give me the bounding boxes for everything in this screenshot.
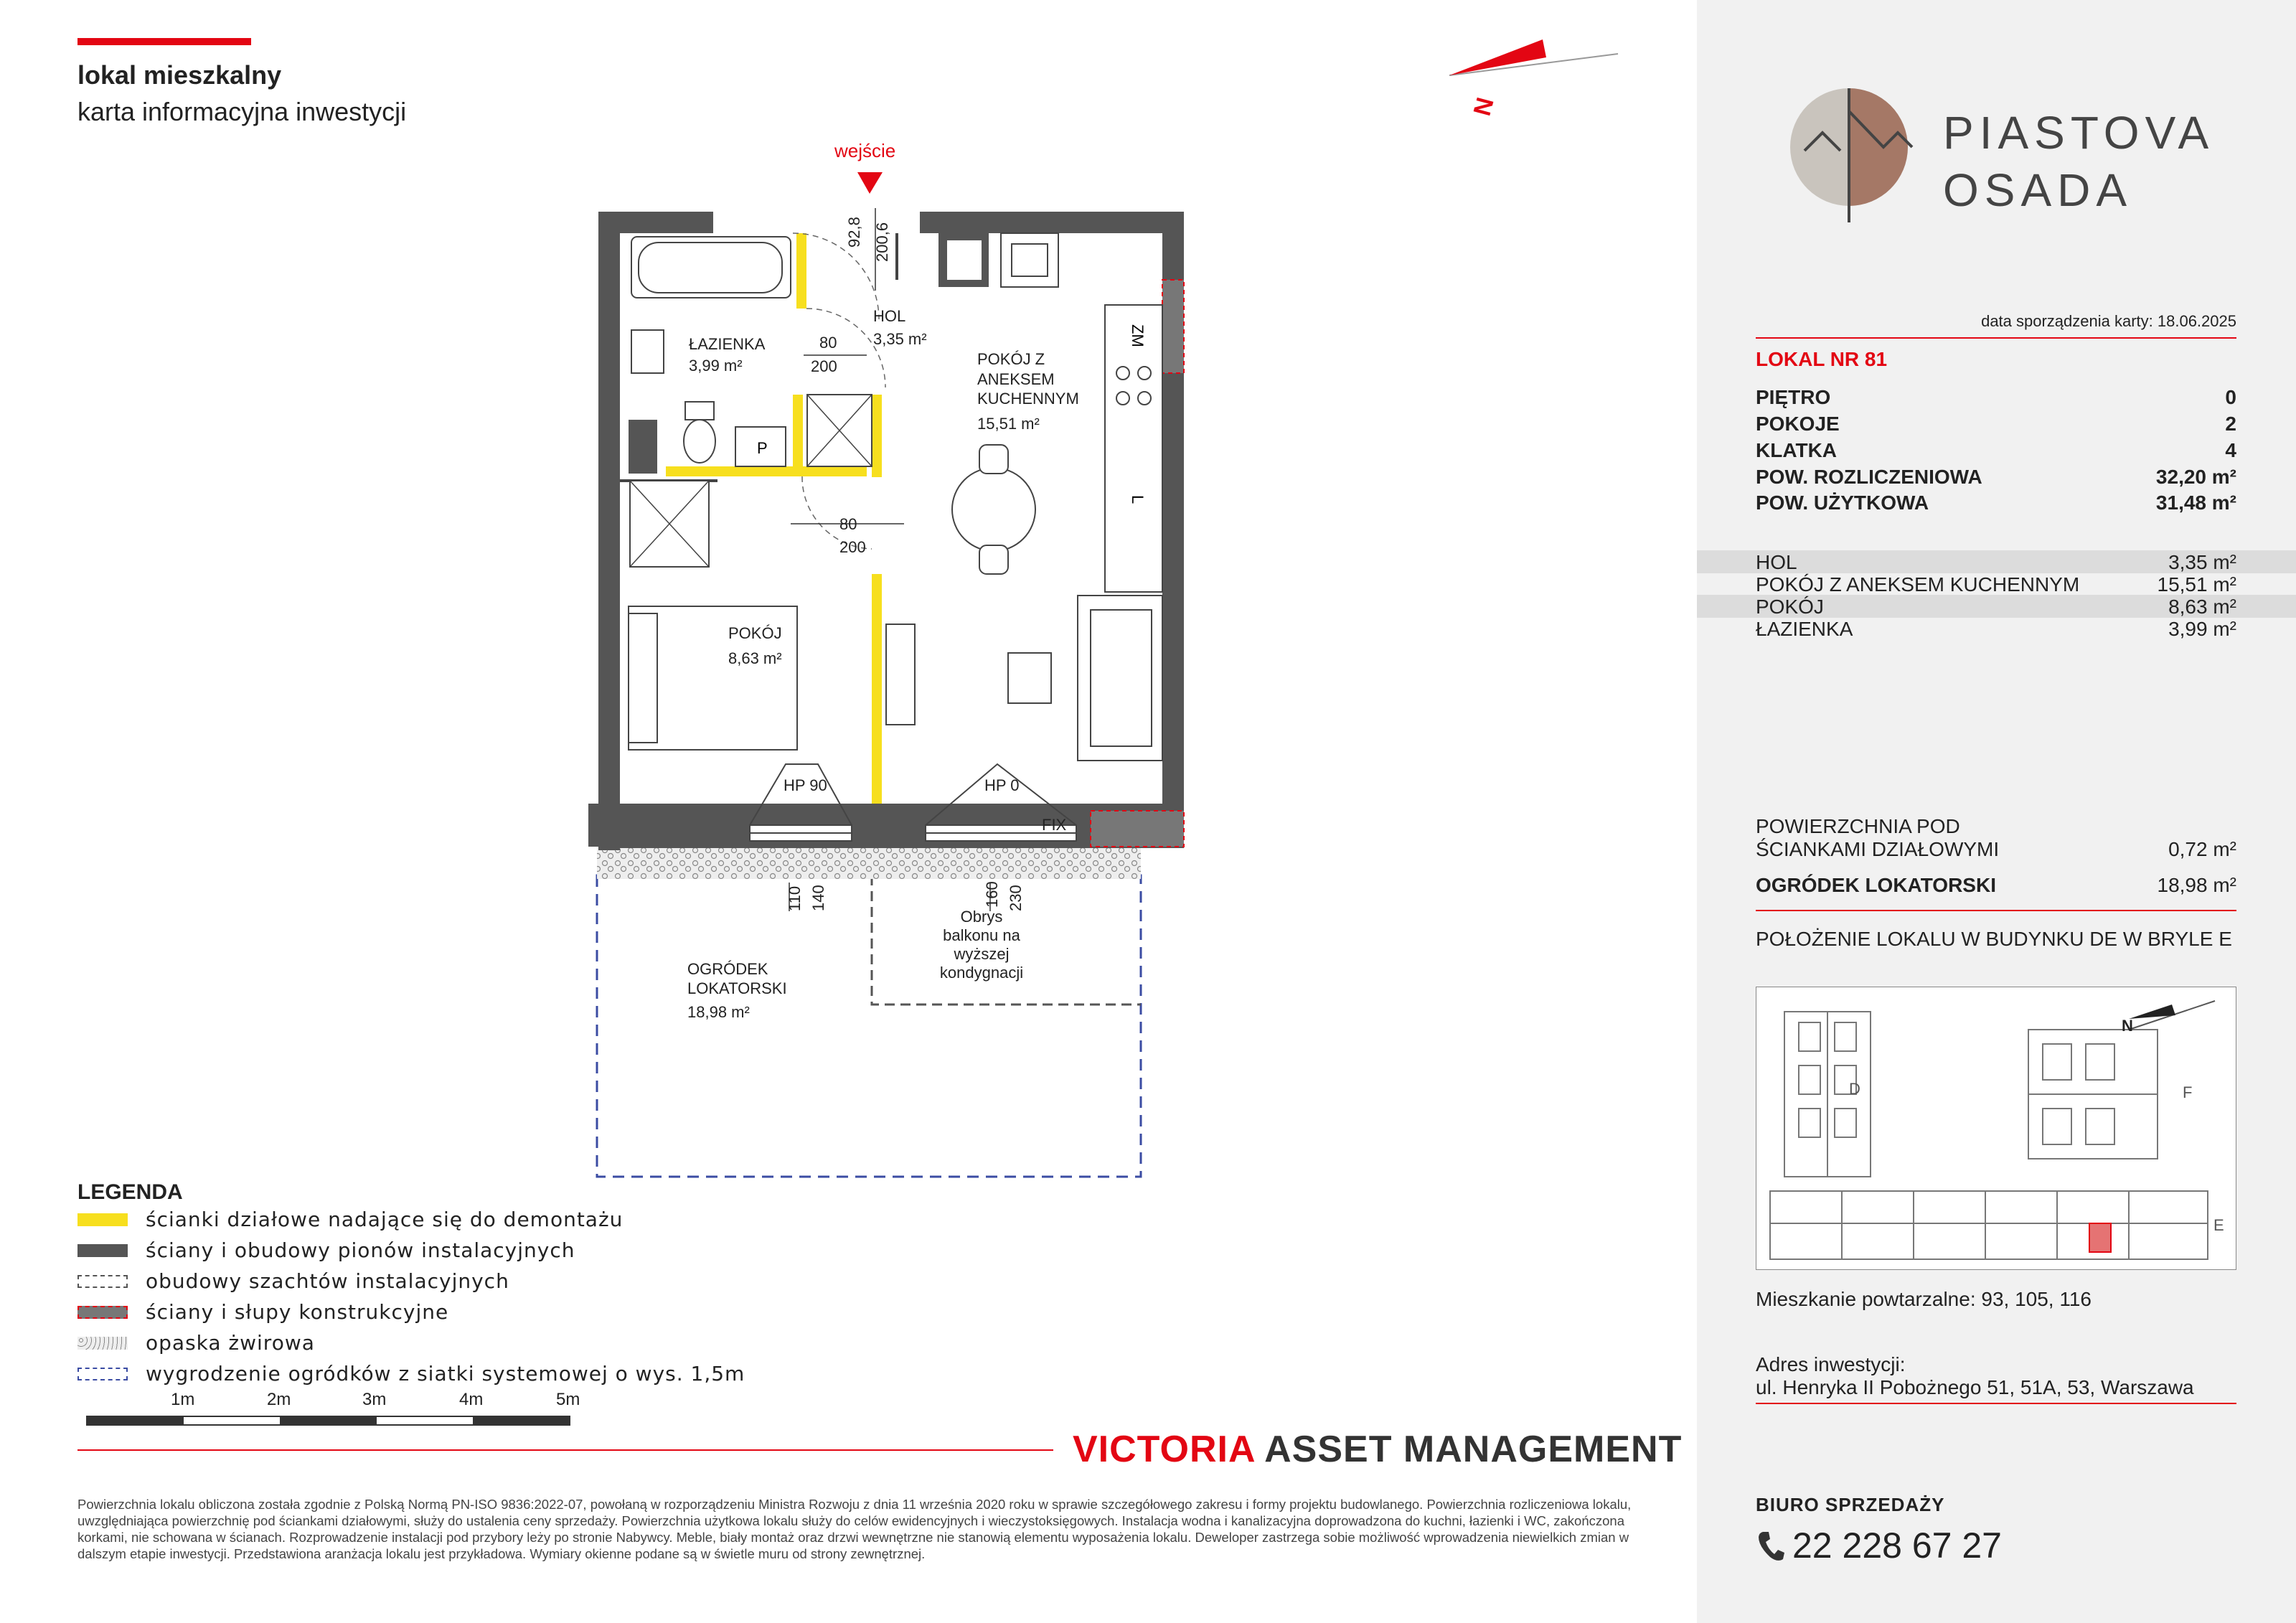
- partition-wall: [796, 233, 806, 309]
- scale-label: 1m: [171, 1390, 195, 1409]
- header-accent-bar: [77, 38, 251, 45]
- p-label: P: [757, 439, 768, 457]
- room-area-lazienka: 3,99 m²: [689, 357, 743, 375]
- room-area-aneks: 15,51 m²: [977, 415, 1040, 433]
- scale-bar: [86, 1416, 570, 1426]
- scale-label: 2m: [267, 1390, 291, 1409]
- gravel-strip: [597, 847, 1141, 879]
- compass-label: N: [1468, 94, 1500, 118]
- room-area-hol: 3,35 m²: [873, 330, 927, 348]
- garden-label: OGRÓDEK LOKATORSKI: [1756, 874, 1996, 896]
- unit-location-marker: [2089, 1223, 2111, 1252]
- office-label: BIURO SPRZEDAŻY: [1756, 1494, 1945, 1515]
- piastova-logo-icon: [1790, 83, 1926, 226]
- window1-height-a: 110: [786, 885, 804, 911]
- floor-plan: [588, 136, 1205, 1191]
- svg-text:E: E: [2213, 1216, 2224, 1234]
- room-name-aneks-1: POKÓJ Z: [977, 350, 1045, 368]
- garden-fence: [597, 875, 1141, 1177]
- footer-divider: [77, 1449, 1053, 1451]
- location-title: POŁOŻENIE LOKALU W BUDYNKU DE W BRYLE E: [1756, 928, 2232, 950]
- entrance-arrow-icon: [857, 172, 883, 194]
- room-area-ogrodek: 18,98 m²: [687, 1003, 750, 1021]
- l-label: L: [1129, 495, 1147, 504]
- window2-height-b: 230: [1007, 885, 1025, 911]
- building-minimap: [1756, 987, 2236, 1270]
- entry-height: 200,6: [873, 222, 891, 262]
- scale-label: 4m: [459, 1390, 484, 1409]
- summary-row: POW. ROZLICZENIOWA 32,20 m²: [1756, 466, 2236, 488]
- hp90-label: HP 90: [784, 776, 827, 794]
- logo-line1: PIASTOVA: [1943, 107, 2215, 159]
- svg-text:F: F: [2183, 1083, 2193, 1101]
- repeat-units: Mieszkanie powtarzalne: 93, 105, 116: [1756, 1288, 2092, 1310]
- card-date: data sporządzenia karty: 18.06.2025: [1981, 312, 2236, 330]
- garden-value: 18,98 m²: [2157, 874, 2236, 896]
- logo-line2: OSADA: [1943, 164, 2133, 216]
- entry-width: 92,8: [845, 217, 863, 248]
- room-row: POKÓJ Z ANEKSEM KUCHENNYM 15,51 m²: [1756, 573, 2236, 596]
- door1-width: 80: [819, 334, 837, 352]
- room-row: ŁAZIENKA 3,99 m²: [1756, 618, 2236, 640]
- door2-height: 200: [839, 538, 866, 556]
- room-name-pokoj: POKÓJ: [728, 624, 782, 642]
- hp0-label: HP 0: [984, 776, 1020, 794]
- svg-text:D: D: [1849, 1080, 1860, 1098]
- scale-label: 5m: [556, 1390, 580, 1409]
- summary-row: PIĘTRO 0: [1756, 386, 2236, 408]
- legend-title: LEGENDA: [77, 1180, 183, 1204]
- sidebar-divider: [1756, 910, 2236, 911]
- zm-label: ZM: [1129, 324, 1147, 347]
- page-subtitle: karta informacyjna inwestycji: [77, 97, 407, 126]
- partition-label: POWIERZCHNIA POD ŚCIANKAMI DZIAŁOWYMI: [1756, 815, 2000, 860]
- room-area-pokoj: 8,63 m²: [728, 649, 782, 667]
- room-row: POKÓJ 8,63 m²: [1756, 596, 2236, 618]
- page-title: lokal mieszkalny: [77, 60, 282, 90]
- window1-height-b: 140: [809, 885, 827, 911]
- address: ul. Henryka II Pobożnego 51, 51A, 53, Warszawa: [1756, 1376, 2194, 1398]
- wall-left: [598, 212, 620, 850]
- room-row: HOL 3,35 m²: [1756, 551, 2236, 573]
- partition-value: 0,72 m²: [2168, 838, 2236, 860]
- room-name-ogrodek-2: LOKATORSKI: [687, 979, 787, 997]
- sidebar-divider: [1756, 1403, 2236, 1404]
- entrance-label: wejście: [834, 140, 896, 161]
- door2-width: 80: [839, 515, 857, 533]
- sidebar-divider: [1756, 337, 2236, 339]
- north-arrow-icon: [1449, 32, 1622, 118]
- room-name-hol: HOL: [873, 307, 906, 325]
- summary-row: KLATKA 4: [1756, 439, 2236, 461]
- summary-row: POW. UŻYTKOWA 31,48 m²: [1756, 491, 2236, 514]
- scale-label: 3m: [362, 1390, 387, 1409]
- brand-victoria: VICTORIA ASSET MANAGEMENT: [1073, 1429, 1683, 1470]
- phone-icon[interactable]: [1756, 1528, 1784, 1564]
- summary-row: POKOJE 2: [1756, 413, 2236, 435]
- room-name-aneks-2: ANEKSEM: [977, 370, 1055, 388]
- footer-disclaimer: Powierzchnia lokalu obliczona została zgodnie z Polską Normą PN-ISO 9836:2022-07, powołaną w rozporządzeniu Ministra Rozwoju z dnia 11 września 2020 roku w sprawie szczegółowego zakresu i formy projektu budowlanego. Powierzchnia rozliczeniowa lokalu, uwzględniająca powierzchnię pod ściankami działowymi, służy do ustalenia ceny sprzedaży. Powierzchnia użytkowa lokalu służy do celów ewidencyjnych i wieczystoksięgowych. Instalacja wodna i kanalizacyjna doprowadzona do kuchni, łazienki i WC, zakończona korkami, nie schowana w ścianach. Rozprowadzenie instalacji pod przybory leży po stronie Nabywcy. Meble, biały montaż oraz drzwi wewnętrzne nie stanowią elementu wyposażenia lokalu. Deweloper zastrzega sobie możliwość wprowadzenia niewielkich zmian w dalszym etapie inwestycji. Przedstawiona aranżacja lokalu jest przykładowa. Wymiary okienne podane są w świetle muru od strony zewnętrznej.: [77, 1497, 1632, 1561]
- phone-number[interactable]: 22 228 67 27: [1792, 1525, 2002, 1566]
- room-name-aneks-3: KUCHENNYM: [977, 390, 1079, 408]
- balcony-text: Obrys balkonu na wyższej kondygnacji: [939, 908, 1024, 982]
- lokal-number: LOKAL NR 81: [1756, 348, 1888, 370]
- fix-label: FIX: [1042, 816, 1067, 834]
- window2-height-a: 160: [983, 881, 1001, 908]
- address-label: Adres inwestycji:: [1756, 1353, 1906, 1375]
- room-name-ogrodek-1: OGRÓDEK: [687, 960, 768, 978]
- svg-text:N: N: [2122, 1017, 2133, 1035]
- room-name-lazienka: ŁAZIENKA: [689, 335, 766, 353]
- door1-height: 200: [811, 357, 837, 375]
